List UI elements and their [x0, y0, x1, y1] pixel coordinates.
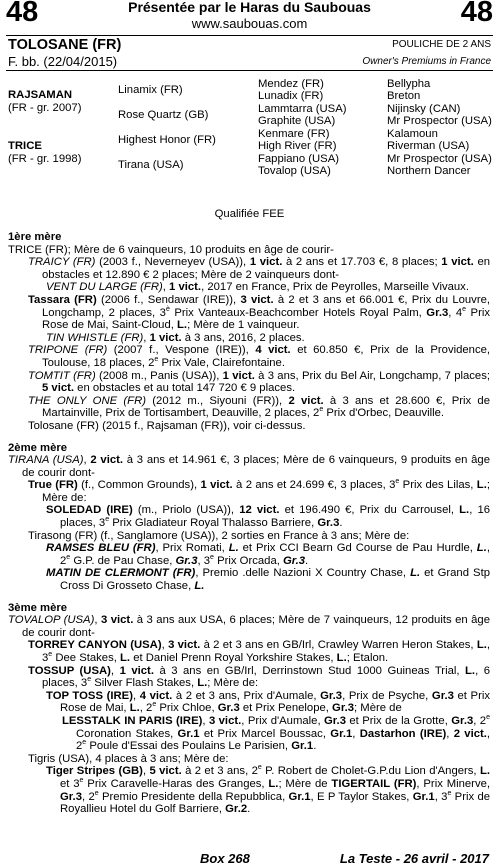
pedigree-grandparent: Rose Quartz (GB): [118, 109, 209, 121]
pedigree-grandparent: Tirana (USA): [118, 159, 184, 171]
pedigree-great-grandparent: Kenmare (FR): [258, 128, 330, 140]
first-dam-summary: TRICE (FR); Mère de 6 vainqueurs, 10 produits en âge de courir-: [8, 243, 334, 256]
produce-entry: THE ONLY ONE (FR) (2012 m., Siyouni (FR)), 2 vict. à 3 ans et 28.600 €, Prix de Martainville, Prix de Tortisambert, Deauville, 2 places, 2e Prix d'Orbec, Deauville.: [28, 394, 490, 420]
consignor-website[interactable]: www.saubouas.com: [191, 16, 308, 31]
produce-record: [8, 222, 490, 816]
produce-entry: TORREY CANYON (USA), 3 vict. à 2 et 3 ans en GB/Irl, Crawley Warren Heron Stakes, L., 3e Dee Stakes, L. et Daniel Prenn Royal Yorkshire Stakes, L.; Etalon.: [28, 639, 491, 664]
consignor-title: Présentée par le Haras du Saubouas: [128, 0, 371, 15]
produce-entry: Tirasong (FR) (f., Sanglamore (USA)), 2 sorties en France à 3 ans; Mère de:: [28, 529, 410, 542]
owner-premium-note: Owner's Premiums in France: [362, 56, 491, 67]
sale-date: La Teste - 26 avril - 2017: [339, 851, 489, 866]
produce-entry: TOMTIT (FR) (2008 m., Panis (USA)), 1 vict. à 3 ans, Prix du Bel Air, Longchamp, 7 places; 5 vict. en obstacles et au total 147 720 € 9 places.: [28, 369, 490, 395]
pedigree-gg-grandparent: Bellypha: [387, 78, 431, 90]
pedigree-gg-grandparent: Northern Dancer: [387, 165, 471, 177]
pedigree-great-grandparent: Mendez (FR): [258, 78, 324, 90]
produce-entry: Tolosane (FR) (2015 f., Rajsaman (FR)), voir ci-dessus.: [28, 419, 306, 432]
produce-entry: RAMSES BLEU (FR), Prix Romati, L. et Prix CCI Bearn Gd Course de Pau Hurdle, L., 2e G.P. de Pau Chase, Gr.3, 3e Prix Orcada, Gr.3.: [46, 542, 490, 567]
pedigree-gg-grandparent: Mr Prospector (USA): [387, 153, 492, 165]
produce-entry: VENT DU LARGE (FR), 1 vict., 2017 en France, Prix de Peyrolles, Marseille Vivaux.: [46, 281, 469, 294]
dam-name: TRICE: [8, 140, 42, 152]
horse-name: TOLOSANE (FR): [8, 37, 122, 53]
pedigree-great-grandparent: Lunadix (FR): [258, 90, 324, 102]
pedigree-great-grandparent: Tovalop (USA): [258, 165, 331, 177]
produce-entry: LESSTALK IN PARIS (IRE), 3 vict., Prix d'Aumale, Gr.3 et Prix de la Grotte, Gr.3, 2e Coronation Stakes, Gr.1 et Prix Marcel Boussac, Gr.1, Dastarhon (IRE), 2 vict., 2e Poule d'Essai des Poulains Le Parisien, Gr.1.: [62, 714, 491, 753]
pedigree-gg-grandparent: Mr Prospector (USA): [387, 115, 492, 127]
pedigree-gg-grandparent: Riverman (USA): [387, 140, 470, 152]
produce-entry: TRIPONE (FR) (2007 f., Vespone (IRE)), 4 vict. et 60.850 €, Prix de la Providence, Toulouse, 18 places, 2e Prix Vale, Clairefontaine.: [28, 344, 491, 369]
produce-entry: True (FR) (f., Common Grounds), 1 vict. à 2 ans et 24.699 €, 3 places, 3e Prix des Lilas, L.; Mère de:: [28, 478, 490, 504]
third-dam-summary: TOVALOP (USA), 3 vict. à 3 ans aux USA, 6 places; Mère de 7 vainqueurs, 12 produits en âge de courir dont-: [8, 614, 490, 639]
pedigree-great-grandparent: Graphite (USA): [258, 115, 336, 127]
produce-entry: TIN WHISTLE (FR), 1 vict. à 3 ans, 2016, 2 places.: [46, 331, 305, 344]
dam-info: (FR - gr. 1998): [8, 153, 82, 165]
pedigree-gg-grandparent: Breton: [387, 90, 421, 102]
produce-entry: MATIN DE CLERMONT (FR), Premio .delle Nazioni X Country Chase, L. et Grand Stp Cross Di Grosseto Chase, L.: [46, 567, 490, 593]
pedigree-great-grandparent: Lammtarra (USA): [258, 103, 347, 115]
pedigree-grandparent: Highest Honor (FR): [118, 134, 216, 146]
pedigree-grandparent: Linamix (FR): [118, 84, 183, 96]
pedigree-great-grandparent: High River (FR): [258, 140, 337, 152]
lot-number-left: 48: [6, 0, 39, 28]
horse-birth: F. bb. (22/04/2015): [8, 54, 118, 69]
first-dam-heading: 1ère mère: [8, 231, 62, 243]
second-dam-summary: TIRANA (USA), 2 vict. à 3 ans et 14.961 €, 3 places; Mère de 6 vainqueurs, 9 produits en âge de courir dont-: [8, 454, 490, 479]
sire-name: RAJSAMAN: [8, 89, 73, 101]
produce-entry: TOP TOSS (IRE), 4 vict. à 2 et 3 ans, Prix d'Aumale, Gr.3, Prix de Psyche, Gr.3 et Prix Rose de Mai, L., 2e Prix Chloe, Gr.3 et Prix Penelope, Gr.3; Mère de: [46, 689, 490, 715]
catalogue-header: [0, 0, 499, 36]
horse-type: POULICHE DE 2 ANS: [392, 39, 491, 50]
qualification-note: Qualifiée FEE: [214, 208, 285, 220]
box-number: Box 268: [200, 851, 250, 866]
pedigree-gg-grandparent: Nijinsky (CAN): [387, 103, 461, 115]
produce-entry: Tiger Stripes (GB), 5 vict. à 2 et 3 ans, 2e P. Robert de Cholet-G.P.du Lion d'Angers, L. et 3e Prix Caravelle-Haras des Granges, L.; Mère de TIGERTAIL (FR), Prix Minerve, Gr.3, 2e Premio Presidente della Repubblica, Gr.1, E P Taylor Stakes, Gr.1, 3e Prix de Royallieu Hotel du Golf Barriere, Gr.2.: [46, 764, 491, 816]
produce-entry: Tigris (USA), 4 places à 3 ans; Mère de:: [28, 752, 229, 765]
header-divider: [6, 35, 493, 36]
produce-entry: TRAICY (FR) (2003 f., Neverneyev (USA)), 1 vict. à 2 ans et 17.703 €, 8 places; 1 vict. en obstacles et 12.890 € 2 places; Mère de 2 vainqueurs dont-: [28, 256, 491, 281]
sire-info: (FR - gr. 2007): [8, 102, 82, 114]
name-divider: [6, 70, 493, 71]
produce-entry: Tassara (FR) (2006 f., Sendawar (IRE)), 3 vict. à 2 et 3 ans et 66.001 €, Prix du Louvre, Longchamp, 2 places, $3^è$ Prix Vanteaux-Beachcomber Hotels Royal Palm, Gr.3, 4e Prix Rose de Mai, Saint-Cloud, L.; Mère de 1 vainqueur.: [28, 293, 491, 332]
third-dam-heading: 3ème mère: [8, 601, 68, 614]
pedigree-gg-grandparent: Kalamoun: [387, 128, 438, 140]
pedigree-great-grandparent: Fappiano (USA): [258, 153, 339, 165]
produce-entry: SOLEDAD (IRE) (m., Priolo (USA)), 12 vict. et 196.490 €, Prix du Carrousel, L., 16 places, 3e Prix Gladiateur Royal Thalasso Barriere, Gr.3.: [46, 504, 491, 530]
produce-entry: TOSSUP (USA), 1 vict. à 3 ans en GB/Irl, Derrinstown Stud 1000 Guineas Trial, L., 6 places, 3e Silver Flash Stakes, L.; Mère de:: [28, 664, 491, 690]
second-dam-heading: 2ème mère: [8, 441, 68, 454]
lot-number-right: 48: [460, 0, 493, 28]
